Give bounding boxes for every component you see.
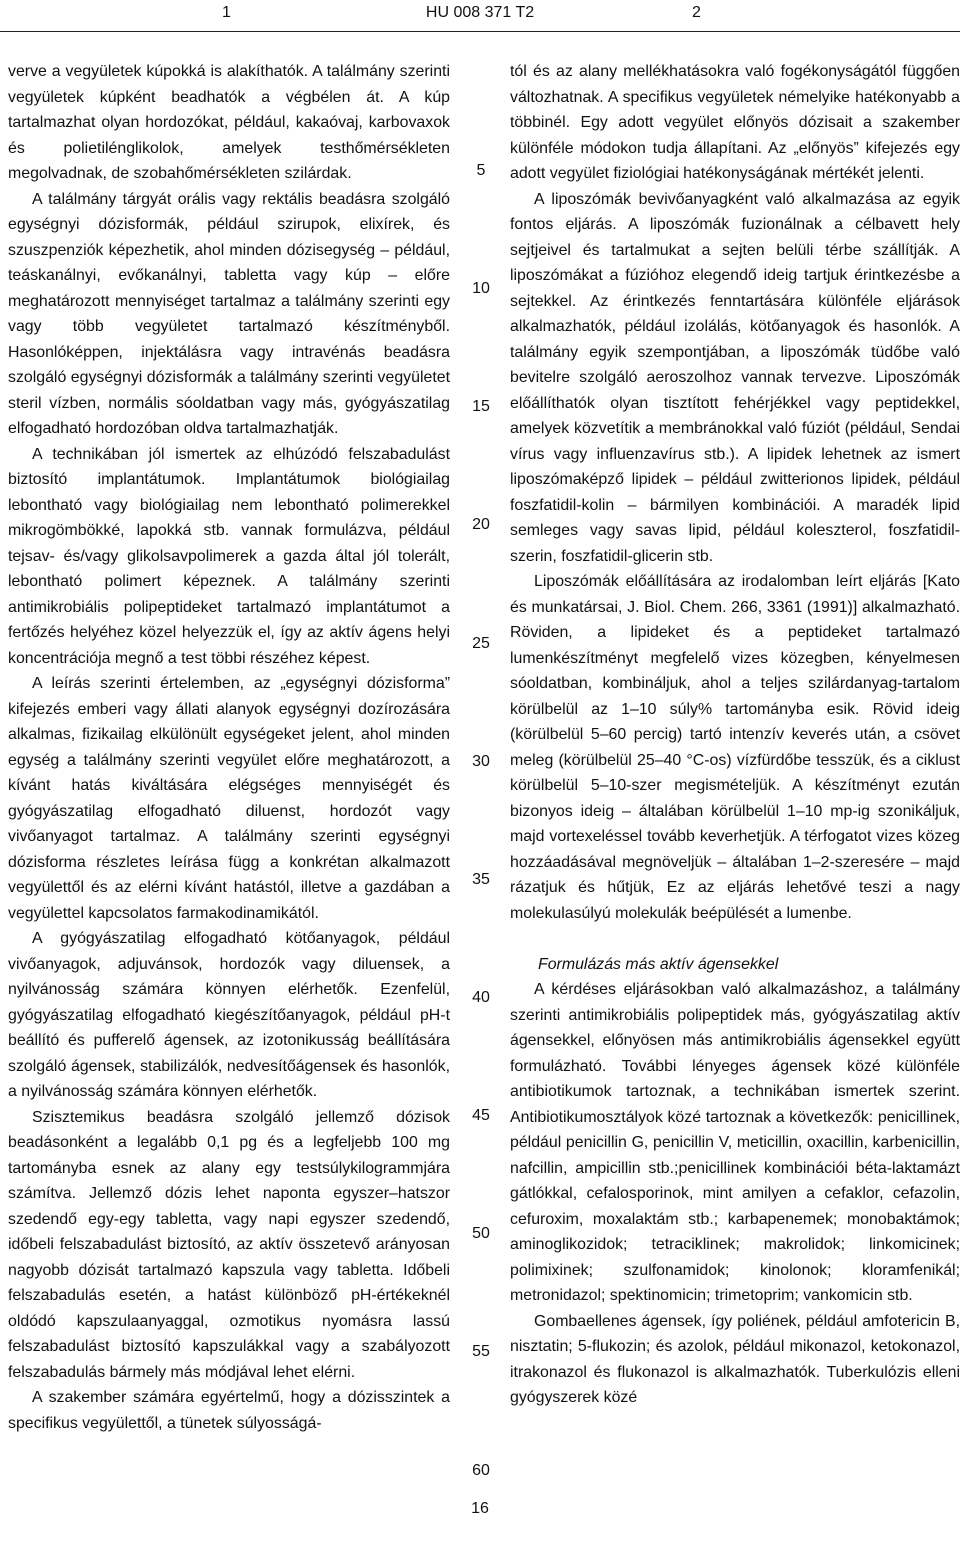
- right-paragraph-5: Gombaellenes ágensek, így poliének, például amfotericin B, nisztatin; 5-flukozin; és azolok, például mikonazol, ketokonazol, itrakonazol és flukonazol is alkalmazhatók. Tuberkulózis elleni gyógyszerek közé: [510, 1312, 960, 1406]
- left-paragraph-4: A leírás szerinti értelemben, az „egységnyi dózisforma” kifejezés emberi vagy állati alanyok egységnyi dozírozására alkalmas, fizikailag elkülönült egységeket jelent, ahol minden egység a találmány szerinti vegyület előre meghatározott, a kívánt hatás kiváltására elégséges mennyiségét és gyógyászatilag elfogadható diluenst, hordozót vagy vivőanyagot tartalmaz. A találmány szerinti egységnyi dózisforma részletes leírása függ a konkrétan alkalmazott vegyülettől és az elérni kívánt hatástól, illetve a gazdában a vegyülettel kapcsolatos farmakodinamikától.: [8, 675, 450, 922]
- line-number-10: 10: [472, 280, 490, 297]
- right-column: [510, 59, 960, 1411]
- left-paragraph-6: Szisztemikus beadásra szolgáló jellemző dózisok beadásonként a legalább 0,1 pg és a legfeljebb 100 mg tartományba esnek az alany egy testsúlykilogrammjára számítva. Jellemző dózis lehet naponta egyszer–hatszor szedendő egy-egy tabletta, vagy napi egyszer szedendő, időbeli felszabadulást biztosító, az aktív összetevő arányosan nagyobb dózisát tartalmazó kapszula vagy tabletta. Időbeli felszabadulás esetén, a hatást különböző pH-értékeknél oldódó kapszulaanyaggal, ozmotikus nyomásra lassú felszabadulást biztosító kapszulákkal vagy a szabályozott felszabadulás bármely más módjával lehet elérni.: [8, 1108, 450, 1381]
- left-page-number: 1: [222, 4, 231, 21]
- line-number-50: 50: [472, 1225, 490, 1242]
- right-paragraph-1: tól és az alany mellékhatásokra való fogékonyságától függően változhatnak. A specifikus vegyületek némelyike hatékonyabb a többinél. Egy adott vegyület előnyös dózisait a szakember különféle módokon tudja állapítani. Az „előnyös” kifejezés egy adott vegyület fiziológiai hatékonyságának mértékét jelenti.: [510, 63, 960, 182]
- right-paragraph-4: A kérdéses eljárásokban való alkalmazáshoz, a találmány szerinti antimikrobiális polipeptidek más, gyógyászatilag aktív ágensekkel, előnyösen más antimikrobiális ágensekkel együtt formulázható. További lényeges ágensek közé különféle antibiotikumok tartoznak, a technikában ismertek szerint. Antibiotikumosztályok közé tartoznak a következők: penicillinek, például penicillin G, penicillin V, meticillin, oxacillin, karbenicillin, nafcillin, ampicillin stb.;penicillinek kombinációi béta-laktamázt gátlókkal, cefalosporinok, mint amilyen a cefaklor, cefazolin, cefuroxim, moxalaktám stb.; karbapenemek; monobaktámok; aminoglikozidok; tetraciklinek; makrolidok; linkomicinek; polimixinek; szulfonamidok; kinolonok; kloramfenikál; metronidazol; spektinomicin; trimetoprim; vankomicin stb.: [510, 981, 960, 1304]
- left-paragraph-1: verve a vegyületek kúpokká is alakíthatók. A találmány szerinti vegyületek kúpként beadhatók a végbélen át. A kúp tartalmazhat olyan hordozókat, például, kakaóvaj, karbovaxok és polietilénglikolok, amelyek testhőmérsékleten megolvadnak, de szobahőmérsékleten szilárdak.: [8, 63, 450, 182]
- left-paragraph-3: A technikában jól ismertek az elhúzódó felszabadulást biztosító implantátumok. Implantátumok biológiailag lebontható vagy biológiailag nem lebontható polimerekkel mikrogömbökké, lapokká stb. vannak formulázva, például tejsav- és/vagy glikolsavpolimerek a gazda által jól tolerált, lebontható polimert képeznek. A találmány szerinti antimikrobiális polipeptideket tartalmazó implantátumot a fertőzés helyéhez közel helyezzük el, így az aktív ágens helyi koncentrációja megnő a test többi részéhez képest.: [8, 445, 450, 667]
- line-number-30: 30: [472, 753, 490, 770]
- section-heading: Formulázás más aktív ágensekkel: [538, 955, 779, 973]
- left-paragraph-7: A szakember számára egyértelmű, hogy a dózisszintek a specifikus vegyülettől, a tünetek súlyosságá-: [8, 1389, 450, 1432]
- line-number-5: 5: [476, 162, 486, 179]
- right-page-number: 2: [692, 4, 701, 21]
- left-paragraph-2: A találmány tárgyát orális vagy rektális beadásra szolgáló egységnyi dózisformák, például szirupok, elixírek, és szuszpenziók képezhetik, ahol minden dózisegység – például, teáskanálnyi, evőkanálnyi, tabletta vagy kúp – előre meghatározott mennyiséget tartalmaz a találmány szerinti egy vagy több vegyületet tartalmazó készítményből. Hasonlóképpen, injektálásra vagy intravénás beadásra szolgáló egységnyi dózisformák a találmány szerinti vegyületet steril vízben, normális sóoldatban vagy más, gyógyászatilag elfogadható hordozóban oldva tartalmazhatják.: [8, 190, 450, 437]
- line-number-15: 15: [472, 398, 490, 415]
- line-number-20: 20: [472, 516, 490, 533]
- left-paragraph-5: A gyógyászatilag elfogadható kötőanyagok, például vivőanyagok, adjuvánsok, hordozók vagy diluensek, a nyilvánosság számára könnyen elérhetők. Ezenfelül, gyógyászatilag elfogadható kiegészítőanyagok, például pH-t beállító és pufferelő ágensek, az izotonikusság beállítására szolgáló ágensek, stabilizálók, nedvesítőágensek és hasonlók, a nyilvánosság számára könnyen elérhetők.: [8, 930, 450, 1100]
- line-number-35: 35: [472, 871, 490, 888]
- page-number: 16: [471, 1500, 489, 1517]
- line-number-40: 40: [472, 989, 490, 1006]
- left-column: [8, 59, 450, 1436]
- header-rule: [0, 31, 960, 32]
- patent-number: HU 008 371 T2: [425, 4, 535, 21]
- right-paragraph-3: Liposzómák előállítására az irodalomban leírt eljárás [Kato és munkatársai, J. Biol. Chem. 266, 3361 (1991)] alkalmazható. Röviden, a lipideket és a peptideket tartalmazó lumenkészítményt megfelelő vizes közegben, kényelmesen sóoldatban, kombináljuk, ahol a teljes szilárdanyag-tartalom körülbelül az 1–10 súly% tartományba esik. Rövid ideig (körülbelül 5–60 percig) tartó intenzív keverés után, a csövet meleg (körülbelül 25–40 °C-os) vízfürdőbe tesszük, és a ciklust körülbelül 5–10-szer megismételjük. A készítményt ezután bizonyos ideig – általában körülbelül 1–10 mp-ig szonikáljuk, majd vortexeléssel tovább keverhetjük. A térfogatot vizes közeg hozzáadásával megnöveljük – általában 1–2-szeresére – majd rázatjuk és hűtjük, Ez az eljárás lehetővé teszi a nagy molekulasúlyú molekulák beépülését a lumenbe.: [510, 573, 960, 922]
- line-number-45: 45: [472, 1107, 490, 1124]
- line-number-60: 60: [472, 1462, 490, 1479]
- line-number-55: 55: [472, 1343, 490, 1360]
- right-paragraph-2: A liposzómák bevivőanyagként való alkalmazása az egyik fontos eljárás. A liposzómák fuzionálnak a célbavett hely sejtjeivel és tartalmukat a sejten belüli térbe szállítják. A liposzómákat a fúzióhoz elegendő ideig tartjuk érintkezésbe a sejtekkel. Az érintkezés fenntartására különféle eljárások alkalmazhatók, például izolálás, kötőanyagok és hasonlók. A találmány egyik szempontjában, a liposzómák tüdőbe való bevitelre szolgáló aeroszolhoz vannak tervezve. Liposzómák előállíthatók olyan tisztított fehérjékkel vagy peptidekkel, amelyek közvetítik a membránokkal való fúziót (például, Sendai vírus vagy influenzavírus stb.). A lipidek lehetnek az ismert liposzómaképző lipidek – például zwitterionos lipidek, például foszfatidil-kolin – bármilyen kombinációi. A maradék lipid semleges vagy savas lipid, például koleszterol, foszfatidil-szerin, foszfatidil-glicerin stb.: [510, 190, 960, 565]
- line-number-25: 25: [472, 635, 490, 652]
